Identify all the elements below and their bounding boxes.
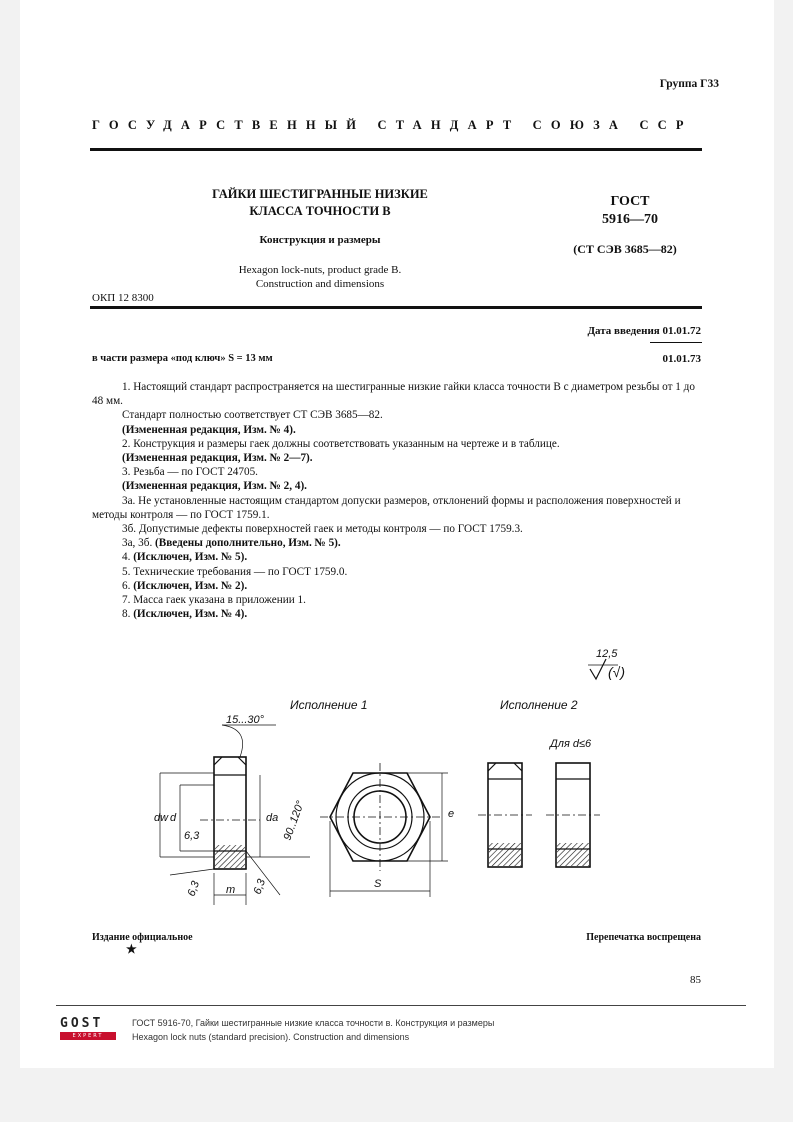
paragraph-text: (Введены дополнительно, Изм. № 5). [155, 537, 341, 550]
exec2-side-view-plain [546, 763, 600, 867]
date-underline [650, 342, 702, 343]
intro-date: Дата введения 01.01.72 [587, 325, 701, 337]
paragraph-text: (Измененная редакция, Изм. № 2, 4). [122, 480, 307, 493]
exec2-note: Для d≤6 [550, 738, 592, 750]
paragraph-text: 3. Резьба — по ГОСТ 24705. [122, 466, 258, 479]
body-paragraph [92, 550, 702, 564]
exec1-label: Исполнение 1 [290, 698, 368, 712]
exec2-side-view-chamfered [478, 763, 532, 867]
paragraph-text: 7. Масса гаек указана в приложении 1. [122, 594, 306, 607]
mid-rule [90, 306, 702, 309]
part-date: 01.01.73 [662, 353, 701, 365]
dim-e: e [448, 808, 455, 820]
body-paragraph [92, 465, 702, 479]
body-paragraph [92, 380, 702, 408]
title-line-2: КЛАССА ТОЧНОСТИ В [249, 204, 391, 218]
dim-dw: dw [154, 812, 169, 824]
dim-63-b: 6,3 [185, 879, 203, 899]
paragraph-text: (Исключен, Изм. № 5). [133, 551, 248, 564]
dim-m: m [226, 884, 236, 896]
paragraph-prefix: 8. [122, 608, 134, 621]
dim-63-a: 6,3 [184, 830, 200, 842]
page-number: 85 [690, 974, 701, 986]
official-edition: Издание официальное [92, 932, 193, 943]
gost-number: 5916—70 [602, 212, 658, 227]
state-standard-heading: ГОСУДАРСТВЕННЫЙ СТАНДАРТ СОЮЗА ССР [92, 118, 693, 132]
paragraph-text: (Исключен, Изм. № 4). [133, 608, 248, 621]
dim-s: S [374, 878, 382, 890]
part-note: в части размера «под ключ» S = 13 мм [92, 353, 273, 364]
top-rule [90, 148, 702, 151]
body-paragraph [92, 522, 702, 536]
caption-en: Hexagon lock nuts (standard precision). Construction and dimensions [132, 1032, 410, 1042]
okp-code: ОКП 12 8300 [92, 292, 154, 304]
footer-rule [56, 1005, 746, 1006]
body-paragraph [92, 565, 702, 579]
english-title-1: Hexagon lock-nuts, product grade B. [238, 264, 402, 276]
gost-label: ГОСТ [610, 194, 650, 209]
body-paragraph [92, 536, 702, 550]
exec1-hexagon-view [320, 763, 448, 897]
roughness-symbol [590, 659, 606, 679]
nut-drawing [130, 645, 670, 905]
dim-d: d [170, 812, 177, 824]
paragraph-text: 3а. Не установленные настоящим стандартом допуски размеров, отклонений формы и расположения поверхностей и методы контроля — по ГОСТ 1759.1. [92, 494, 681, 521]
reprint-forbidden: Перепечатка воспрещена [586, 932, 701, 943]
body-paragraph [92, 607, 702, 621]
paragraph-text: 1. Настоящий стандарт распространяется на шестигранные низкие гайки класса точности В с диаметром резьбы от 1 до 48 мм. [92, 381, 695, 408]
st-sev-ref: (СТ СЭВ 3685—82) [573, 242, 677, 256]
logo-text-top: GOST [60, 1016, 104, 1031]
chamfer-angle: 15...30° [226, 714, 265, 726]
logo-bar [60, 1032, 116, 1040]
paragraph-text: (Измененная редакция, Изм. № 2—7). [122, 452, 313, 465]
body-paragraph [92, 494, 702, 522]
body-paragraph [92, 451, 702, 465]
body-text [92, 380, 702, 621]
english-title-2: Construction and dimensions [255, 278, 385, 290]
body-paragraph [92, 437, 702, 451]
roughness-value: 12,5 [596, 648, 618, 660]
paragraph-prefix: 6. [122, 579, 134, 592]
paragraph-text: 2. Конструкция и размеры гаек должны соответствовать указанным на чертеже и в таблице. [122, 437, 560, 450]
roughness-bracket: (√) [608, 664, 626, 680]
dim-63-c: 6,3 [251, 877, 269, 897]
paragraph-prefix: 4. [122, 551, 134, 564]
caption-ru: ГОСТ 5916-70, Гайки шестигранные низкие класса точности в. Конструкция и размеры [132, 1018, 495, 1028]
dim-angle: 90..120° [281, 799, 307, 843]
group-code: Группа Г33 [659, 78, 719, 90]
body-paragraph [92, 479, 702, 493]
paragraph-prefix: 3а, 3б. [122, 537, 156, 550]
exec2-label: Исполнение 2 [500, 698, 578, 712]
exec1-side-view [160, 725, 310, 905]
title-line-1: ГАЙКИ ШЕСТИГРАННЫЕ НИЗКИЕ [212, 187, 428, 201]
gost-expert-logo [60, 1017, 116, 1040]
paragraph-text: 3б. Допустимые дефекты поверхностей гаек и методы контроля — по ГОСТ 1759.3. [122, 523, 523, 536]
body-paragraph [92, 408, 702, 422]
body-paragraph [92, 579, 702, 593]
paragraph-text: 5. Технические требования — по ГОСТ 1759.0. [122, 565, 348, 578]
star-mark: ★ [126, 942, 137, 956]
dim-da: da [266, 812, 279, 824]
logo-text-bottom: EXPERT [72, 1033, 104, 1039]
subtitle: Конструкция и размеры [259, 234, 381, 246]
paragraph-text: Стандарт полностью соответствует СТ СЭВ 3685—82. [122, 409, 383, 422]
body-paragraph [92, 593, 702, 607]
body-paragraph [92, 423, 702, 437]
paragraph-text: (Исключен, Изм. № 2). [133, 579, 248, 592]
paragraph-text: (Измененная редакция, Изм. № 4). [122, 423, 296, 436]
